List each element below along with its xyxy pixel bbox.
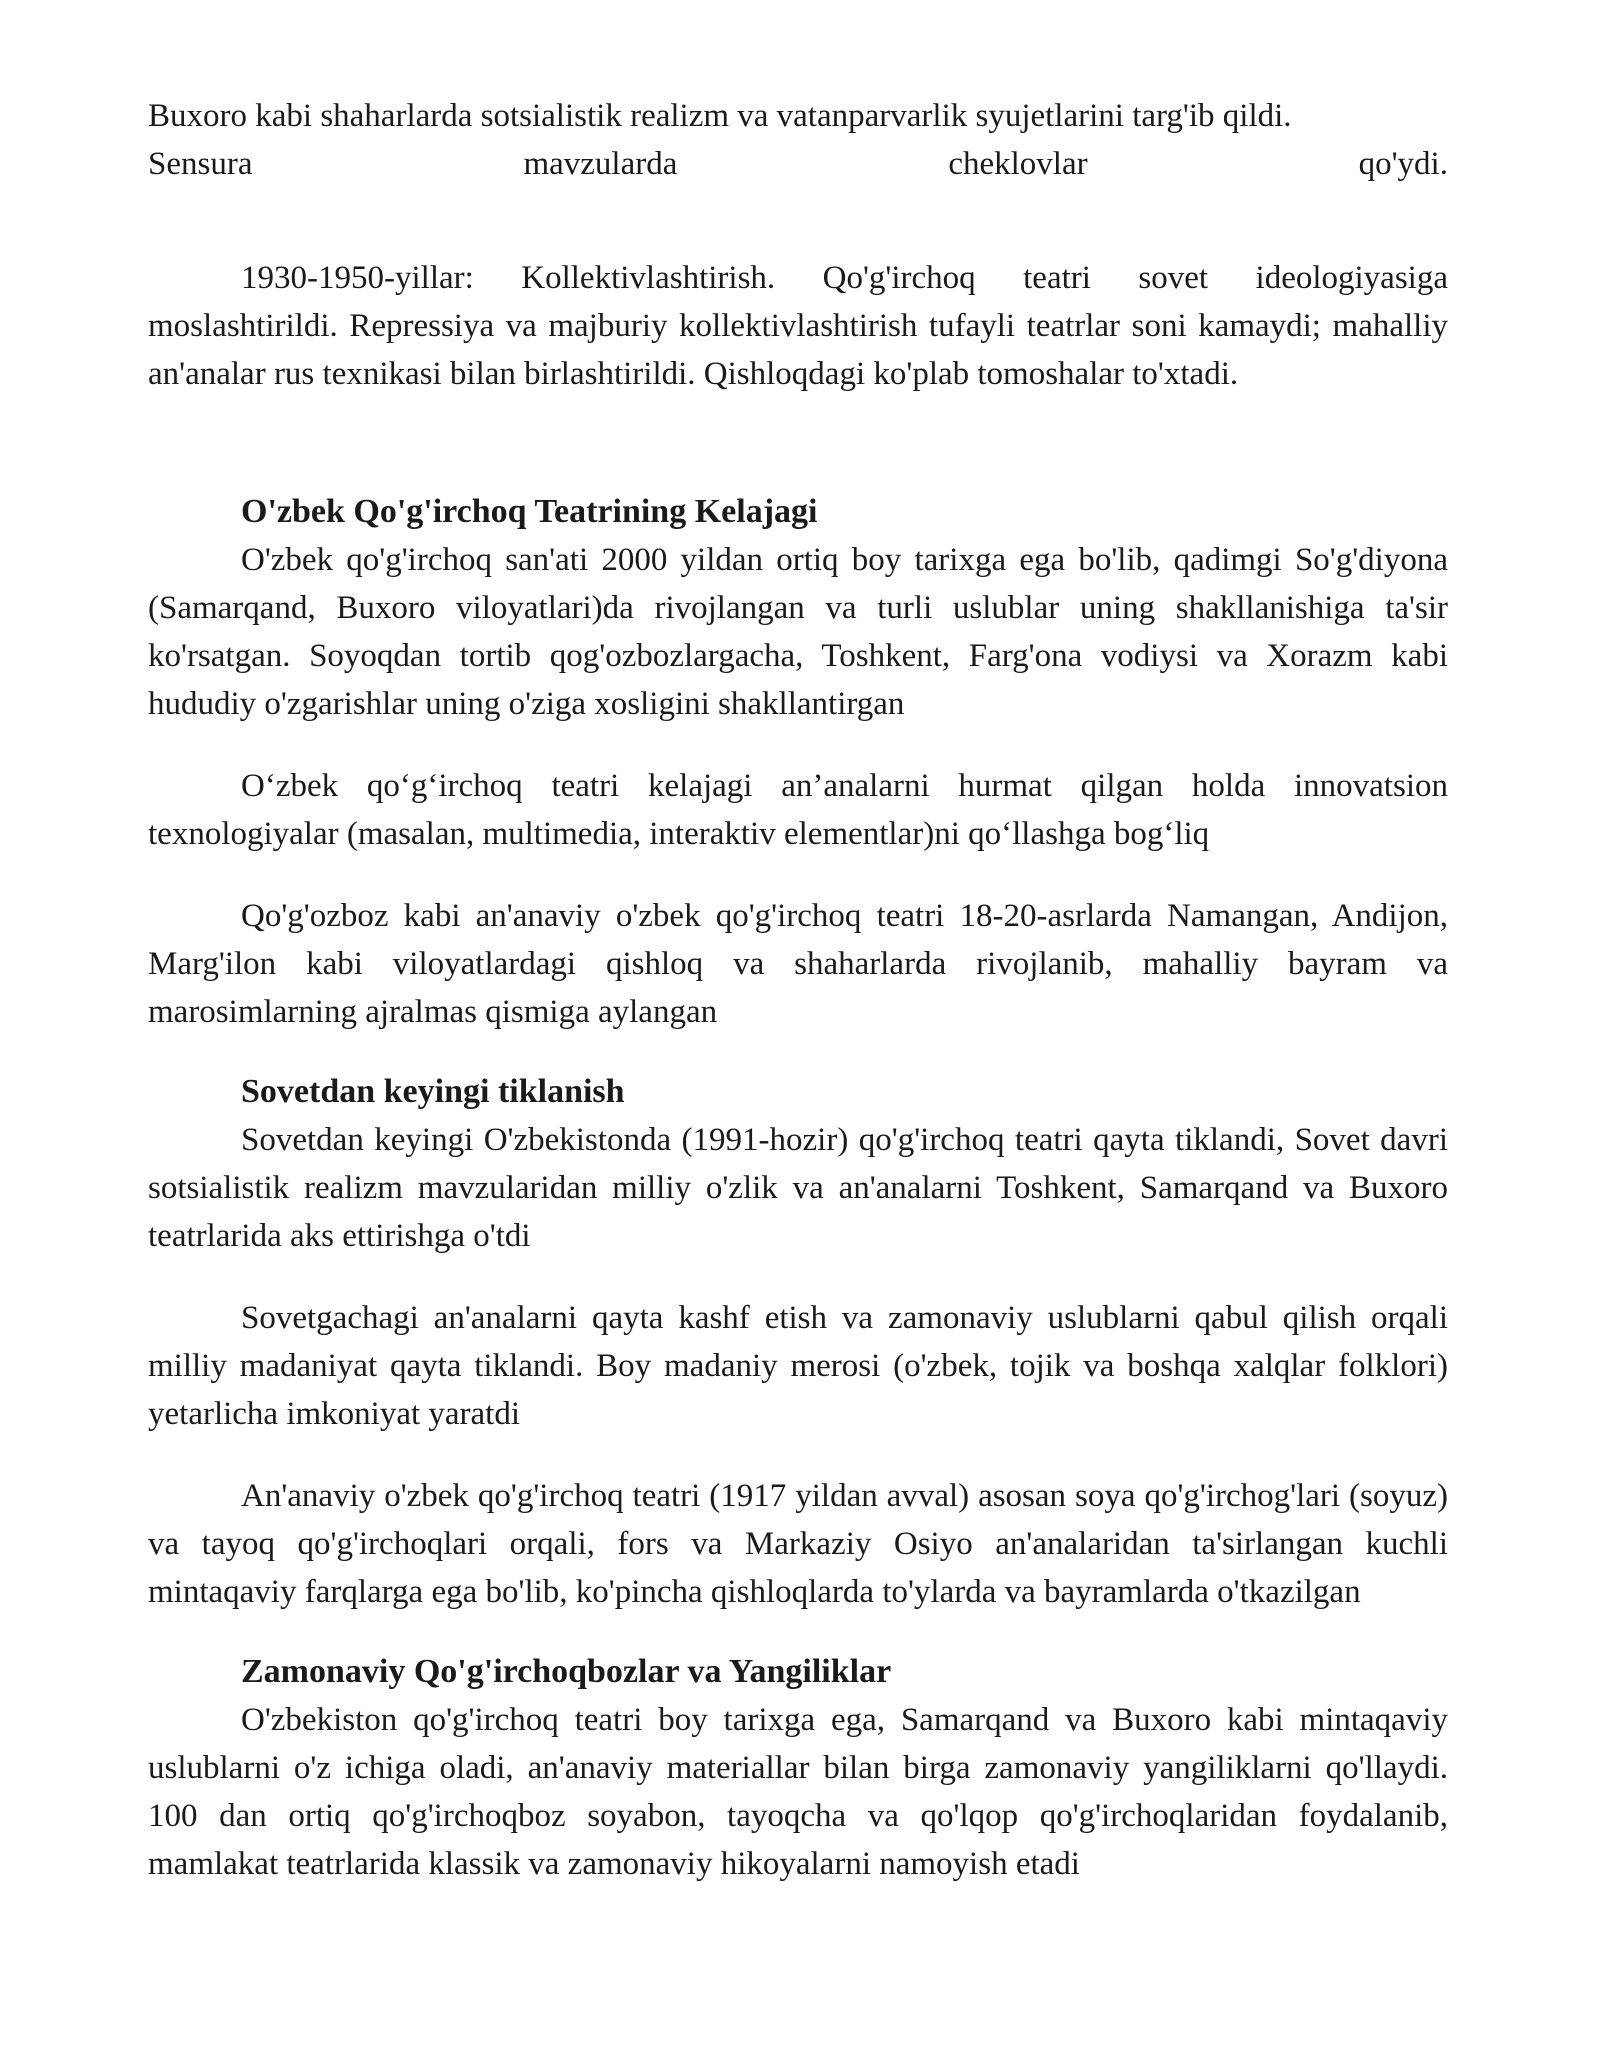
paragraph: O'zbekiston qo'g'irchoq teatri boy tarixga ega, Samarqand va Buxoro kabi mintaqaviy uslublarni o'z ichiga oladi, an'anaviy materiallar bilan birga zamonaviy yangiliklarni qo'llaydi. 100 dan ortiq qo'g'irchoqboz soyabon, tayoqcha va qo'lqop qo'g'irchoqlaridan foydalanib, mamlakat teatrlarida klassik va zamonaviy hikoyalarni namoyish etadi [148,1702,1448,1882]
paragraph: Sovetgachagi an'analarni qayta kashf etish va zamonaviy uslublarni qabul qilish orqali milliy madaniyat qayta tiklandi. Boy madaniy merosi (o'zbek, tojik va boshqa xalqlar folklori) yetarlicha imkoniyat yaratdi [148,1300,1448,1432]
spacer [148,1438,1448,1472]
section-heading-future: O'zbek Qo'g'irchoq Teatrining Kelajagi [241,493,818,530]
spacer [148,728,1448,762]
intro-word: qo'ydi. [1358,146,1448,182]
section-heading-post-soviet: Sovetdan keyingi tiklanish [241,1073,625,1110]
document-page [148,92,1448,1888]
section-heading-modern: Zamonaviy Qo'g'irchoqbozlar va Yangiliklar [241,1653,892,1690]
spacer [148,1616,1448,1648]
paragraph: O‘zbek qo‘g‘irchoq teatri kelajagi an’analarni hurmat qilgan holda innovatsion texnologiyalar (masalan, multimedia, interaktiv elementlar)ni qo‘llashga bog‘liq [148,768,1448,852]
paragraph-1930-1950: 1930-1950-yillar: Kollektivlashtirish. Qo'g'irchoq teatri sovet ideologiyasiga moslashtirildi. Repressiya va majburiy kollektivlashtirish tufayli teatrlar soni kamaydi; mahalliy an'analar rus texnikasi bilan birlashtirildi. Qishloqdagi ko'plab tomoshalar to'xtadi. [148,260,1448,392]
spacer [148,188,1448,254]
paragraph: Sovetdan keyingi O'zbekistonda (1991-hozir) qo'g'irchoq teatri qayta tiklandi, Sovet davri sotsialistik realizm mavzularidan milliy o'zlik va an'analarni Toshkent, Samarqand va Buxoro teatrlarida aks ettirishga o'tdi [148,1122,1448,1254]
intro-word: Sensura [148,146,253,182]
spacer [148,1036,1448,1068]
intro-word: cheklovlar [948,146,1088,182]
spacer [148,858,1448,892]
paragraph: An'anaviy o'zbek qo'g'irchoq teatri (1917 yildan avval) asosan soya qo'g'irchog'lari (soyuz) va tayoq qo'g'irchoqlari orqali, fors va Markaziy Osiyo an'analaridan ta'sirlangan kuchli mintaqaviy farqlarga ega bo'lib, ko'pincha qishloqlarda to'ylarda va bayramlarda o'tkazilgan [148,1478,1448,1610]
spacer [148,398,1448,488]
intro-line: Buxoro kabi shaharlarda sotsialistik realizm va vatanparvarlik syujetlarini targ'ib qildi. [148,98,1292,134]
spacer [148,1260,1448,1294]
intro-justified-line [148,140,1448,188]
intro-word: mavzularda [523,146,678,182]
paragraph: Qo'g'ozboz kabi an'anaviy o'zbek qo'g'irchoq teatri 18-20-asrlarda Namangan, Andijon, Marg'ilon kabi viloyatlardagi qishloq va shaharlarda rivojlanib, mahalliy bayram va marosimlarning ajralmas qismiga aylangan [148,898,1448,1030]
paragraph: O'zbek qo'g'irchoq san'ati 2000 yildan ortiq boy tarixga ega bo'lib, qadimgi So'g'diyona (Samarqand, Buxoro viloyatlari)da rivojlangan va turli uslublar uning shakllanishiga ta'sir ko'rsatgan. Soyoqdan tortib qog'ozbozlargacha, Toshkent, Farg'ona vodiysi va Xorazm kabi hududiy o'zgarishlar uning o'ziga xosligini shakllantirgan [148,542,1448,722]
